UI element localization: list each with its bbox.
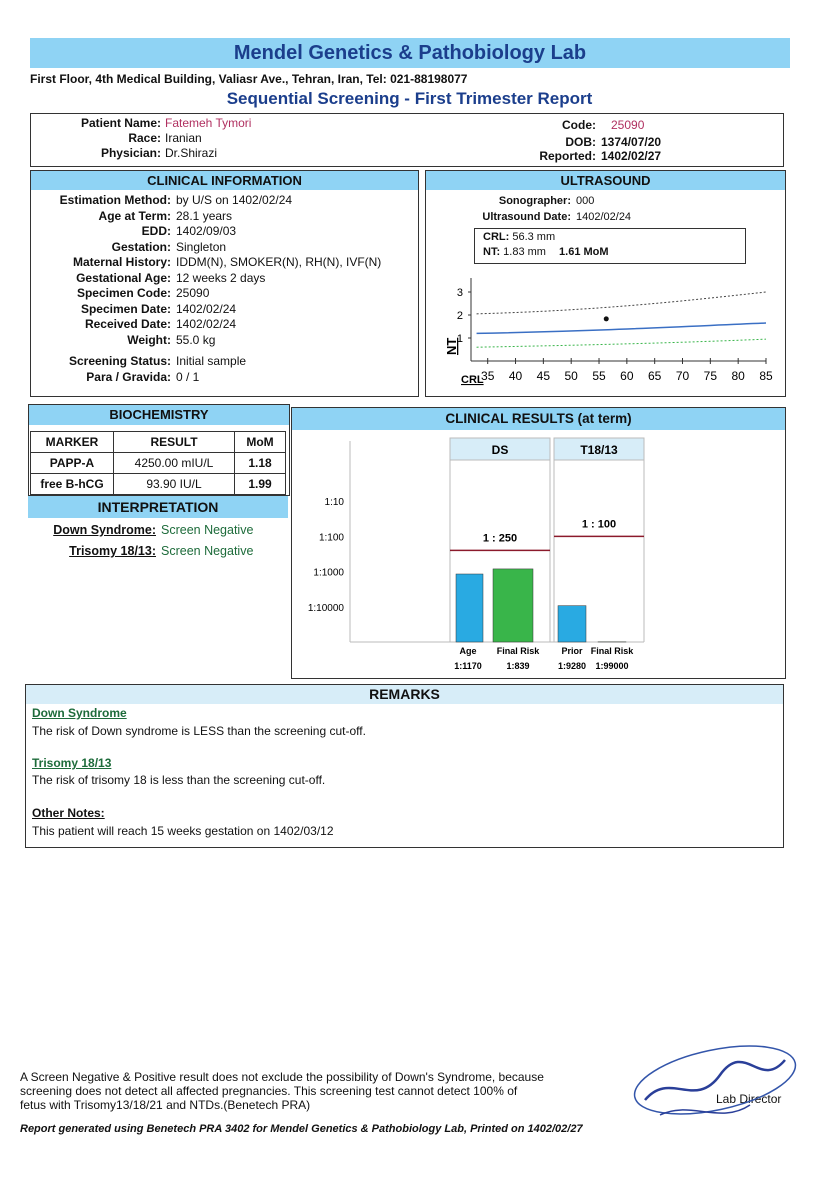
clinical-value: Singleton bbox=[176, 239, 227, 254]
clinical-value: 55.0 kg bbox=[176, 332, 216, 347]
patient-name: Fatemeh Tymori bbox=[165, 116, 252, 130]
lab-address: First Floor, 4th Medical Building, Valiasr Ave., Tehran, Iran, Tel: 021-88198077 bbox=[30, 72, 468, 86]
x-tick-label: 45 bbox=[536, 369, 551, 383]
interp-ds-label: Down Syndrome: bbox=[53, 523, 156, 537]
report-title: Sequential Screening - First Trimester Report bbox=[226, 89, 593, 108]
ds-bar bbox=[493, 569, 533, 642]
x-tick-label: 35 bbox=[481, 369, 495, 383]
clinical-value: 28.1 years bbox=[176, 208, 233, 223]
lab-director-label: Lab Director bbox=[716, 1092, 782, 1106]
x-tick-label: 85 bbox=[759, 369, 773, 383]
clinical-value: 0 / 1 bbox=[176, 369, 200, 384]
clinical-results-title: CLINICAL RESULTS (at term) bbox=[292, 408, 785, 430]
interp-ds-value: Screen Negative bbox=[161, 523, 254, 537]
patient-race: Iranian bbox=[165, 131, 202, 145]
ds-panel-title: DS bbox=[491, 443, 509, 457]
clinical-label: Estimation Method: bbox=[59, 193, 171, 207]
t18-panel-title: T18/13 bbox=[580, 443, 618, 457]
clinical-label: Specimen Date: bbox=[80, 301, 171, 316]
x-tick-label: 75 bbox=[703, 369, 718, 383]
sonographer-label: Sonographer: bbox=[498, 195, 571, 207]
crl-label: CRL: bbox=[483, 231, 510, 243]
remarks-other-heading: Other Notes: bbox=[32, 806, 105, 820]
clinical-value: 1402/02/24 bbox=[176, 317, 237, 331]
y-tick-label: 1:100 bbox=[318, 532, 344, 544]
nt-crl-chart bbox=[426, 266, 785, 394]
nt-value: 1.83 mm bbox=[503, 246, 546, 258]
interp-t18-label: Trisomy 18/13: bbox=[69, 544, 156, 558]
reported-date: 1402/02/27 bbox=[601, 149, 662, 163]
y-tick-label: 1:1000 bbox=[313, 567, 344, 579]
clinical-value: by U/S on 1402/02/24 bbox=[176, 193, 293, 207]
remarks-t18-text: The risk of trisomy 18 is less than the screening cut-off. bbox=[32, 773, 326, 787]
remarks-ds-heading: Down Syndrome bbox=[32, 706, 127, 720]
ds-bar-value: 1:839 bbox=[506, 661, 530, 671]
biochemistry-table bbox=[30, 431, 286, 495]
result-cell: 93.90 IU/L bbox=[114, 474, 235, 495]
clinical-info-box bbox=[30, 170, 419, 397]
t18-bar-label: Final Risk bbox=[590, 646, 634, 656]
ds-cutoff-label: 1 : 250 bbox=[482, 532, 518, 545]
marker-header: MARKER bbox=[31, 432, 114, 453]
clinical-value: 12 weeks 2 days bbox=[176, 270, 266, 285]
nt-label: NT: bbox=[483, 246, 501, 258]
clinical-label: Screening Status: bbox=[68, 354, 171, 368]
clinical-value: Initial sample bbox=[176, 354, 247, 368]
clinical-label: Gestational Age: bbox=[76, 270, 171, 285]
remarks-ds-text: The risk of Down syndrome is LESS than the screening cut-off. bbox=[32, 724, 366, 738]
clinical-value: 1402/09/03 bbox=[176, 224, 237, 238]
interpretation-title: INTERPRETATION bbox=[28, 496, 288, 518]
physician-label: Physician: bbox=[100, 146, 161, 160]
patient-info-box bbox=[30, 113, 784, 167]
patient-name-label: Patient Name: bbox=[80, 116, 161, 130]
y-tick-label: 2 bbox=[456, 310, 463, 322]
ultrasound-box bbox=[425, 170, 786, 397]
median-line bbox=[477, 323, 766, 333]
clinical-info-title: CLINICAL INFORMATION bbox=[31, 171, 418, 190]
x-tick-label: 65 bbox=[647, 369, 662, 383]
x-tick-label: 70 bbox=[675, 369, 690, 383]
remarks-box bbox=[25, 684, 784, 848]
biochemistry-title: BIOCHEMISTRY bbox=[29, 405, 289, 425]
x-tick-label: 80 bbox=[731, 369, 745, 383]
clinical-label: EDD: bbox=[141, 224, 171, 238]
marker-cell: free B-hCG bbox=[31, 474, 114, 495]
y-axis-label: NT bbox=[444, 337, 459, 355]
remarks-other-text: This patient will reach 15 weeks gestation on 1402/03/12 bbox=[32, 824, 334, 838]
x-tick-label: 40 bbox=[508, 369, 523, 383]
result-cell: 4250.00 mIU/L bbox=[114, 453, 235, 474]
ds-bar-label: Final Risk bbox=[496, 646, 540, 656]
clinical-label: Received Date: bbox=[84, 317, 171, 331]
t18-bar-value: 1:9280 bbox=[557, 661, 587, 671]
remarks-title: REMARKS bbox=[26, 685, 783, 704]
y-tick-label: 3 bbox=[456, 287, 463, 299]
mom-cell: 1.99 bbox=[235, 474, 286, 495]
biochemistry-box bbox=[28, 404, 290, 496]
t18-cutoff-label: 1 : 100 bbox=[581, 518, 617, 531]
clinical-label: Gestation: bbox=[111, 239, 171, 254]
x-tick-label: 55 bbox=[592, 369, 606, 383]
percentile-5-line bbox=[477, 339, 766, 347]
race-label: Race: bbox=[128, 131, 161, 145]
disclaimer-line-3: fetus with Trisomy13/18/21 and NTDs.(Benetech PRA) bbox=[20, 1098, 311, 1112]
t18-bar-value: 1:99000 bbox=[595, 661, 629, 671]
physician-name: Dr.Shirazi bbox=[165, 146, 218, 160]
reported-label: Reported: bbox=[539, 149, 596, 163]
ds-bar-label: Age bbox=[459, 646, 477, 656]
disclaimer-line-1: A Screen Negative & Positive result does not exclude the possibility of Down's Syndrome, because bbox=[20, 1070, 544, 1084]
table-row bbox=[31, 474, 286, 495]
y-tick-label: 1:10000 bbox=[307, 602, 344, 614]
crl-value: 56.3 mm bbox=[512, 231, 556, 243]
clinical-value: IDDM(N), SMOKER(N), RH(N), IVF(N) bbox=[176, 255, 382, 269]
clinical-label: Age at Term: bbox=[98, 208, 171, 223]
remarks-t18-heading: Trisomy 18/13 bbox=[32, 756, 112, 770]
interp-t18-value: Screen Negative bbox=[161, 544, 254, 558]
code-label: Code: bbox=[562, 118, 596, 132]
mom-cell: 1.18 bbox=[235, 453, 286, 474]
x-tick-label: 60 bbox=[620, 369, 634, 383]
percentile-95-line bbox=[477, 292, 766, 314]
clinical-label: Para / Gravida: bbox=[86, 369, 171, 384]
t18-bar-label: Prior bbox=[561, 646, 583, 656]
x-tick-label: 50 bbox=[564, 369, 578, 383]
nt-mom: 1.61 MoM bbox=[559, 246, 609, 258]
y-tick-label: 1 bbox=[456, 333, 463, 345]
ds-bar-value: 1:1170 bbox=[454, 661, 482, 671]
clinical-results-box bbox=[291, 407, 786, 679]
x-axis-label: CRL bbox=[461, 374, 484, 386]
mom-header: MoM bbox=[235, 432, 286, 453]
ultrasound-date: 1402/02/24 bbox=[576, 211, 632, 223]
report-generated-note: Report generated using Benetech PRA 3402 for Mendel Genetics & Pathobiology Lab, Printed on 1402/02/27 bbox=[20, 1123, 583, 1135]
crl-nt-box bbox=[474, 228, 746, 264]
risk-chart bbox=[292, 430, 785, 676]
ultrasound-date-label: Ultrasound Date: bbox=[482, 211, 571, 223]
ds-bar bbox=[456, 574, 483, 642]
disclaimer bbox=[20, 1070, 544, 1112]
table-row bbox=[31, 453, 286, 474]
clinical-label: Maternal History: bbox=[72, 255, 171, 269]
dob-label: DOB: bbox=[565, 135, 596, 149]
clinical-value: 25090 bbox=[176, 286, 210, 300]
t18-bar bbox=[558, 606, 586, 642]
clinical-value: 1402/02/24 bbox=[176, 301, 237, 316]
clinical-label: Specimen Code: bbox=[76, 286, 171, 300]
marker-cell: PAPP-A bbox=[31, 453, 114, 474]
ultrasound-title: ULTRASOUND bbox=[426, 171, 785, 190]
patient-code: 25090 bbox=[611, 118, 645, 132]
lab-name: Mendel Genetics & Pathobiology Lab bbox=[30, 38, 790, 68]
clinical-label: Weight: bbox=[127, 332, 171, 347]
patient-nt-point bbox=[604, 316, 609, 321]
patient-dob: 1374/07/20 bbox=[601, 135, 662, 149]
disclaimer-line-2: screening does not detect all affected pregnancies. This screening test cannot detect 100% of bbox=[20, 1084, 518, 1098]
result-header: RESULT bbox=[114, 432, 235, 453]
y-tick-label: 1:10 bbox=[324, 497, 344, 509]
director-signature-stamp bbox=[600, 1030, 800, 1140]
sonographer-value: 000 bbox=[576, 195, 595, 207]
